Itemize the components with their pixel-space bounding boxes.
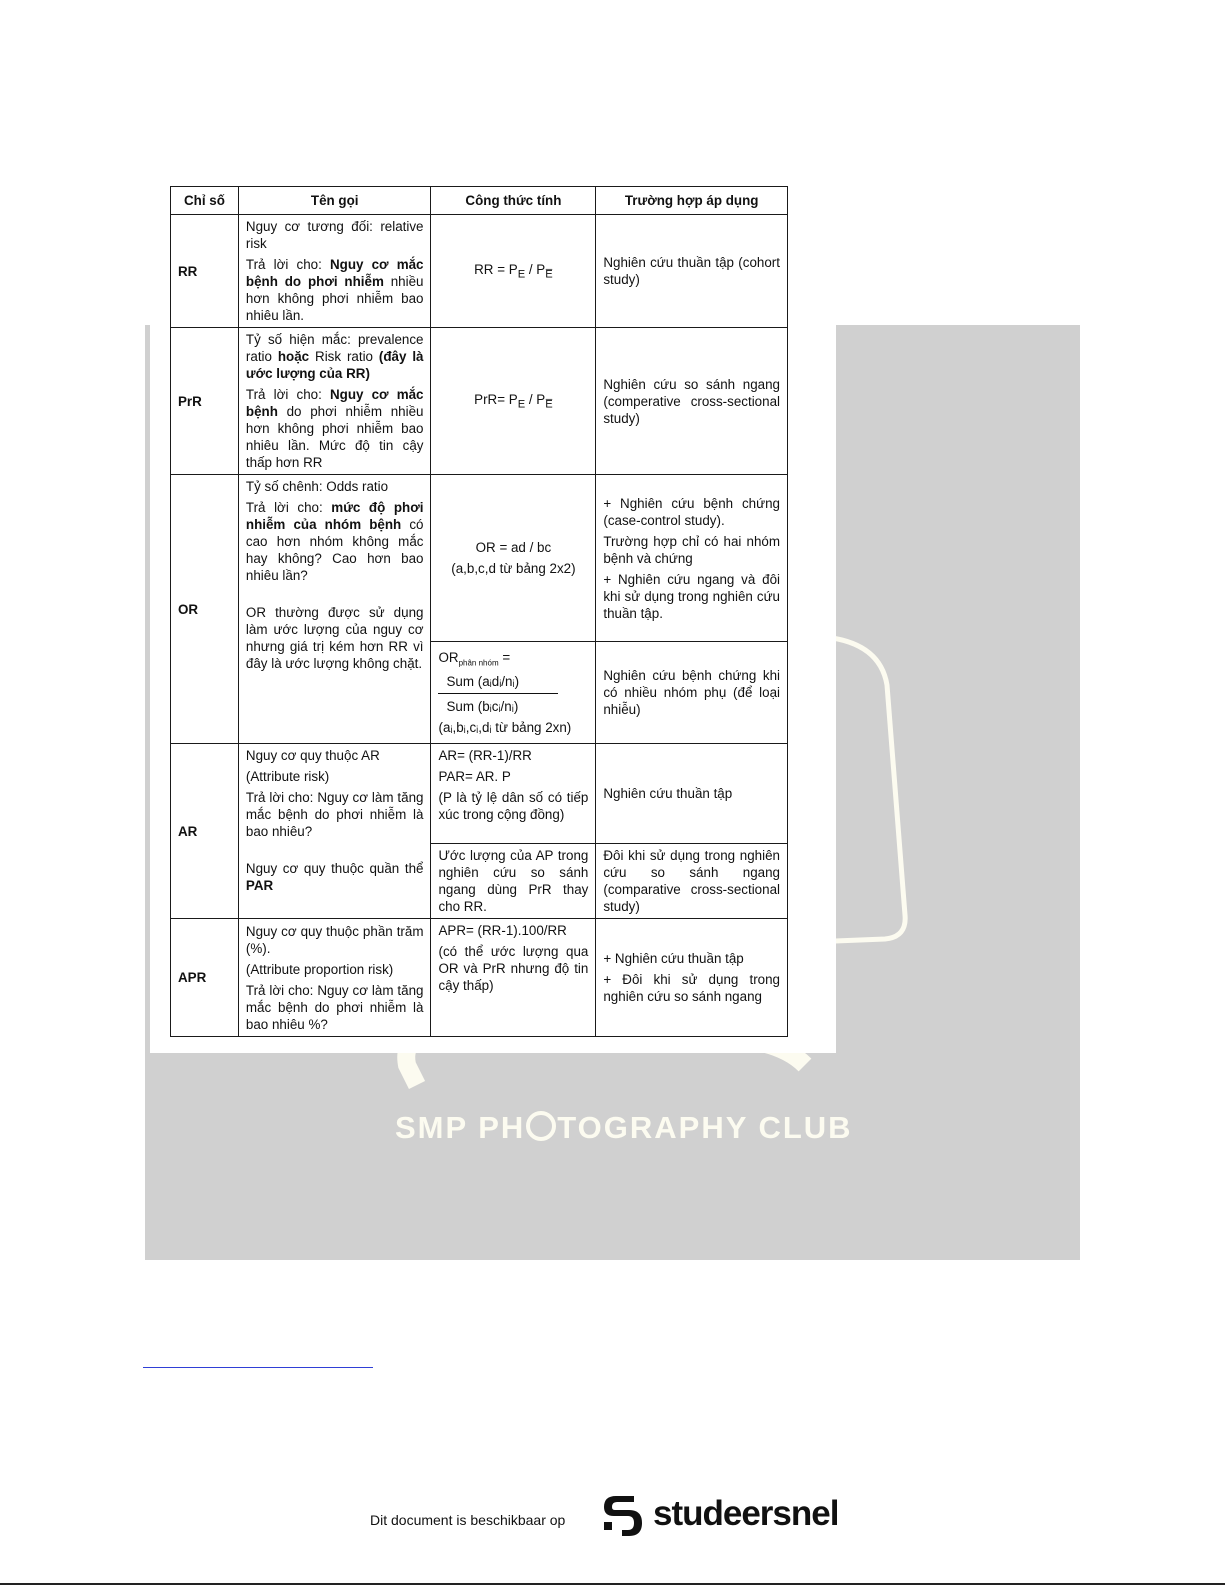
or-formula: OR = ad / bc (a,b,c,d từ bảng 2x2) — [431, 475, 596, 642]
prr-application: Nghiên cứu so sánh ngang (comperative cross-sectional study) — [596, 328, 788, 475]
table-row-ar — [171, 744, 788, 844]
ar-formula: AR= (RR-1)/RR PAR= AR. P (P là tỷ lệ dân số có tiếp xúc trong cộng đồng) — [431, 744, 596, 844]
par-application: Đôi khi sử dụng trong nghiên cứu so sánh ngang (comparative cross-sectional study) — [596, 844, 788, 919]
header-index: Chỉ số — [171, 187, 239, 215]
or-name: Tỷ số chênh: Odds ratio Trả lời cho: mức độ phơi nhiễm của nhóm bệnh có cao hơn nhóm không mắc hay không? Cao hơn bao nhiêu lần? OR thường được sử dụng làm ước lượng của nguy cơ nhưng giá trị kém hơn RR vì đây là ước lượng không chặt. — [238, 475, 431, 744]
studeersnel-brand[interactable]: studeersnel — [653, 1494, 839, 1533]
apr-application: + Nghiên cứu thuần tập + Đôi khi sử dụng trong nghiên cứu so sánh ngang — [596, 919, 788, 1037]
or-stratified-application: Nghiên cứu bệnh chứng khi có nhiều nhóm phụ (để loại nhiễu) — [596, 642, 788, 744]
apr-abbr: APR — [171, 919, 239, 1037]
prr-abbr: PrR — [171, 328, 239, 475]
header-formula: Công thức tính — [431, 187, 596, 215]
or-abbr: OR — [171, 475, 239, 744]
epidemiology-measures-table — [170, 186, 788, 1037]
rr-name: Nguy cơ tương đối: relative risk Trả lời cho: Nguy cơ mắc bệnh do phơi nhiễm nhiều hơn không phơi nhiễm bao nhiêu lần. — [238, 215, 431, 328]
rr-abbr: RR — [171, 215, 239, 328]
or-stratified-formula: $OR_{phân nhóm}$ = Sum (aᵢdᵢ/nᵢ) Sum (bᵢcᵢ/nᵢ) (aᵢ,bᵢ,cᵢ,dᵢ từ bảng 2xn) — [431, 642, 596, 744]
or-application: + Nghiên cứu bệnh chứng (case-control study). Trường hợp chỉ có hai nhóm bệnh và chứng + Nghiên cứu ngang và đôi khi sử dụng trong nghiên cứu thuần tập. — [596, 475, 788, 642]
rr-application: Nghiên cứu thuần tập (cohort study) — [596, 215, 788, 328]
ar-name: Nguy cơ quy thuộc AR (Attribute risk) Trả lời cho: Nguy cơ làm tăng mắc bệnh do phơi nhiễm là bao nhiêu? Nguy cơ quy thuộc quần thể PAR — [238, 744, 431, 919]
header-name: Tên gọi — [238, 187, 431, 215]
prr-formula: $PrR= P_E / P_{E̅}$ — [431, 328, 596, 475]
ar-application: Nghiên cứu thuần tập — [596, 744, 788, 844]
footnote-link[interactable] — [143, 1367, 373, 1368]
table-panel — [150, 180, 836, 1053]
studeersnel-logo-icon[interactable] — [598, 1492, 646, 1540]
footer-text: Dit document is beschikbaar op — [370, 1512, 566, 1528]
table-row-apr — [171, 919, 788, 1037]
prr-name: Tỷ số hiện mắc: prevalence ratio hoặc Risk ratio (đây là ước lượng của RR) Trả lời cho: Nguy cơ mắc bệnh do phơi nhiễm nhiều hơn không phơi nhiễm bao nhiêu lần. Mức độ tin cậy thấp hơn RR — [238, 328, 431, 475]
footer — [370, 1492, 860, 1552]
ar-abbr: AR — [171, 744, 239, 919]
table-row-rr — [171, 215, 788, 328]
table-header-row — [171, 187, 788, 215]
table-row-or — [171, 475, 788, 642]
table-row-prr — [171, 328, 788, 475]
camera-lens-icon — [526, 1111, 556, 1141]
apr-formula: APR= (RR-1).100/RR (có thể ước lượng qua OR và PrR nhưng độ tin cậy thấp) — [431, 919, 596, 1037]
par-formula: Ước lượng của AP trong nghiên cứu so sánh ngang dùng PrR thay cho RR. — [431, 844, 596, 919]
rr-formula: RR = $P_E / P_{E̅}$ — [431, 215, 596, 328]
apr-name: Nguy cơ quy thuộc phần trăm (%). (Attribute proportion risk) Trả lời cho: Nguy cơ làm tăng mắc bệnh do phơi nhiễm là bao nhiêu %? — [238, 919, 431, 1037]
watermark-text: SMP PH TOGRAPHY CLUB — [395, 1110, 853, 1145]
header-application: Trường hợp áp dụng — [596, 187, 788, 215]
